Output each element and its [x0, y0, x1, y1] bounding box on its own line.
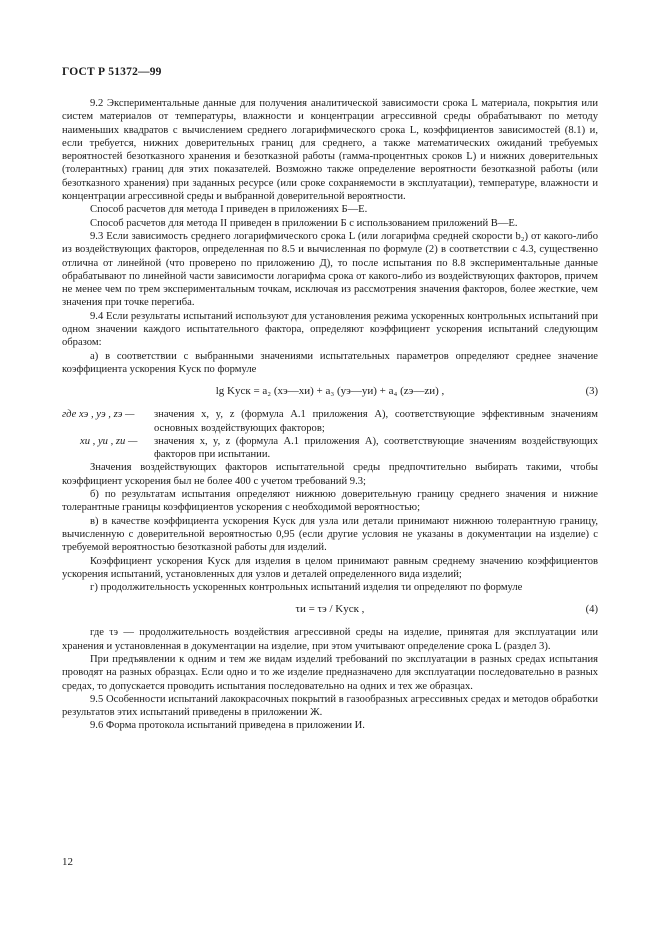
paragraph-9-6: 9.6 Форма протокола испытаний приведена в приложении И.: [90, 720, 365, 732]
paragraph-9-4-coefficient: Коэффициент ускорения Kуск для изделия в целом принимают равным среднему значению коэффициентов ускорения испытаний, установленных для узлов и деталей определенного вида изделий;: [62, 555, 598, 580]
paragraph-9-5: 9.5 Особенности испытаний лакокрасочных покрытий в газообразных агрессивных средах и методов обработки результатов этих испытаний приведены в приложении Ж.: [62, 693, 598, 719]
paragraph-9-4-values: Значения воздействующих факторов испытательной среды предпочтительно выбирать такими, чтобы коэффициент ускорения был не более 400 с учетом требований 9.3;: [62, 462, 598, 487]
paragraph-9-3: 9.3 Если зависимость среднего логарифмического срока L (или логарифма средней скорости b₂) от какого-либо из воздействующих факторов, определенная по 8.5 и вычисленная по формуле (2) в соответствии с 4.3, существенно отлична от линейной (что проверено по приложению Д), то после испытания по 8.8 экспериментальные данные обрабатывают по линейной части зависимости логарифма срока от какого-либо из воздействующих факторов, причем не менее чем по трем экспериментальным точкам, исключая из рассмотрения значения факторов, более жесткие, чем значения при точке перегиба.: [62, 230, 598, 309]
formula-4: [62, 594, 598, 626]
paragraph-9-4-environments: При предъявлении к одним и тем же видам изделий требований по эксплуатации в разных средах испытания проводят на разных образцах. Если одно и то же изделие предназначено для эксплуатации последовательно в разных средах, то допускается проводить испытания последовательно на одних и тех же образцах.: [62, 653, 598, 692]
paragraph-9-2-method-2: Способ расчетов для метода II приведен в приложении Б с использованием приложений В—Е.: [90, 217, 518, 229]
formula-3: [62, 376, 598, 408]
paragraph-9-4-v: в) в качестве коэффициента ускорения Kуск для узла или детали принимают нижнюю толерантную границу, вычисленную с доверительной вероятностью 0,95 (если другие условия не указаны в документации на изделие) с требуемой вероятностью безотказной работы для изделий.: [62, 515, 598, 554]
page-number: 12: [62, 856, 73, 868]
paragraph-9-2-method-1: Способ расчетов для метода I приведен в приложениях Б—Е.: [90, 204, 368, 216]
where-block-1: [62, 408, 598, 435]
formula-3-expression: lg Kуск = a₂ (xэ—xи) + a₃ (yэ—yи) + a₄ (zэ—zи) ,: [215, 385, 445, 398]
formula-3-number: (3): [585, 386, 598, 398]
where-block-3: где τэ — продолжительность воздействия агрессивной среды на изделие, принятая для эксплуатации или хранения и установленная в документации на изделие, при этом учитывают определение срока L (раздел 3).: [62, 627, 598, 652]
document-body: [62, 97, 598, 733]
where-1-symbols: где xэ , yэ , zэ —: [62, 409, 135, 421]
paragraph-9-4: 9.4 Если результаты испытаний используют для установления режима ускоренных контрольных испытаний при одном значении каждого испытательного фактора, определяют коэффициент ускорения испытаний следующим образом:: [62, 310, 598, 349]
formula-4-number: (4): [585, 604, 598, 616]
paragraph-9-4-g: г) продолжительность ускоренных контрольных испытаний изделия τи определяют по формуле: [90, 582, 523, 594]
where-2-symbols: xи , yи , zи —: [80, 435, 138, 447]
where-2-definition: значения x, y, z (формула А.1 приложения А), соответствующие значениям воздействующих факторов при испытании.: [154, 435, 598, 461]
where-1-definition: значения x, y, z (формула А.1 приложения А), соответствующие эффективным значениям основных воздействующих факторов;: [154, 409, 598, 434]
paragraph-9-4-a: а) в соответствии с выбранными значениями испытательных параметров определяют среднее значение коэффициента ускорения Kуск по формуле: [62, 350, 598, 375]
paragraph-9-4-b: б) по результатам испытания определяют нижнюю доверительную границу среднего значения и нижние толерантные границы коэффициентов ускорения с необходимой вероятностью;: [62, 489, 598, 514]
paragraph-9-2: 9.2 Экспериментальные данные для получения аналитической зависимости срока L материала, покрытия или систем материалов от температуры, влажности и концентрации агрессивной среды обрабатывают по методу наименьших квадратов с вычислением среднего логарифмического срока L, коэффициентов зависимостей (8.1) и, если требуется, нижних доверительных границ для среднего, а также математических ожиданий требуемых вероятностей безотказного хранения и безотказной работы (гамма-процентных сроков L) и нижних доверительных (толерантных) границ для этих показателей. Возможно также определение вероятности безотказной работы (или безотказного хранения) при заданных ресурсе (или сроке сохраняемости в эксплуатации), температуре, влажности и концентрации агрессивной среды и выбранной доверительной вероятности.: [62, 98, 598, 203]
document-header: ГОСТ Р 51372—99: [62, 66, 162, 78]
where-block-2: [62, 435, 598, 462]
formula-4-expression: τи = τэ / Kуск ,: [295, 603, 365, 616]
